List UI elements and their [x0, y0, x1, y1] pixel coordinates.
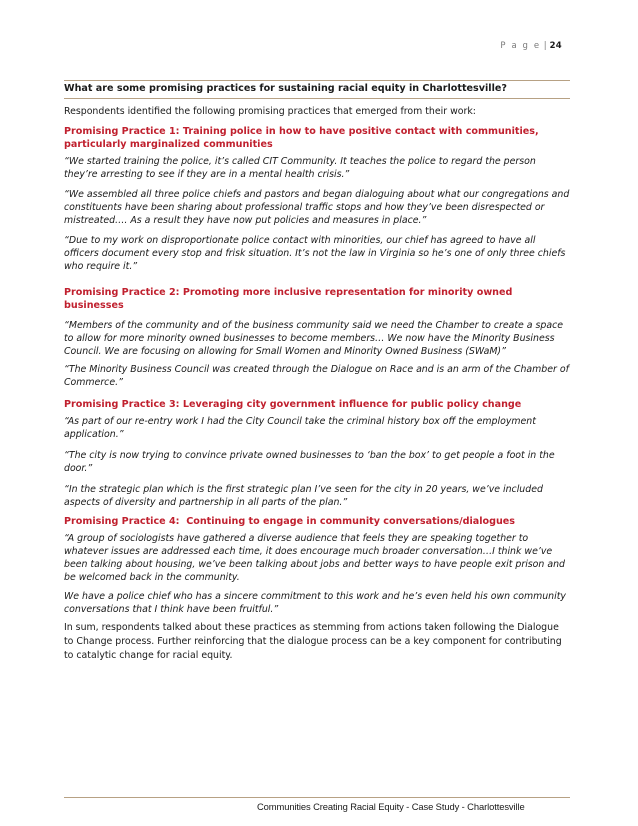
practice-3-quote-1: “As part of our re-entry work I had the City Council take the criminal history box off the employment application.” — [64, 416, 536, 440]
practice-4-quote-2: We have a police chief who has a sincere commitment to this work and he’s even held his own community conversations that I think have been fruitful.” — [64, 591, 566, 615]
page-separator: | — [543, 41, 547, 51]
page-content — [64, 80, 570, 663]
page-number — [500, 41, 562, 51]
practice-heading-2: Promising Practice 2: Promoting more inclusive representation for minority owned businesses — [64, 287, 513, 311]
practice-2-quote-1: “Members of the community and of the business community said we need the Chamber to create a space to allow for more minority owned businesses to become members… We now have the Minority Business Council. We are focusing on allowing for Small Women and Minority Owned Business (SWaM)” — [64, 320, 564, 357]
practice-2-quote-2: “The Minority Business Council was created through the Dialogue on Race and is an arm of the Chamber of Commerce.” — [64, 364, 569, 388]
practice-heading-3: Promising Practice 3: Leveraging city government influence for public policy change — [64, 399, 522, 410]
practice-1-quote-1: “We started training the police, it’s called CIT Community. It teaches the police to regard the person they’re arresting to see if they are in a mental health crisis.” — [64, 156, 536, 180]
summary-text: In sum, respondents talked about these practices as stemming from actions taken following the Dialogue to Change process. Further reinforcing that the dialogue process can be a key component for contributing to catalytic change for racial equity. — [64, 622, 562, 661]
section-heading: What are some promising practices for sustaining racial equity in Charlottesville? — [64, 80, 570, 99]
practice-heading-4: Promising Practice 4: Continuing to engage in community conversations/dialogues — [64, 516, 516, 527]
intro-text: Respondents identified the following promising practices that emerged from their work: — [64, 106, 476, 117]
page-label: P a g e — [500, 41, 541, 51]
practice-4-quote-1: “A group of sociologists have gathered a diverse audience that feels they are speaking together to whatever issues are addressed each time, it does encourage much broader conversation…I think we’ve been talking about housing, we’ve been talking about jobs and better ways to have people exit prison and be welcomed back in the community. — [64, 533, 565, 583]
practice-heading-1: Promising Practice 1: Training police in how to have positive contact with communities, particularly marginalized communities — [64, 126, 539, 150]
page-number-value: 24 — [549, 41, 562, 51]
practice-3-quote-2: “The city is now trying to convince private owned businesses to ‘ban the box’ to get people a foot in the door.” — [64, 450, 555, 474]
practice-1-quote-3: “Due to my work on disproportionate police contact with minorities, our chief has agreed to have all officers document every stop and frisk situation. It’s not the law in Virginia so he’s one of only three chiefs who require it.” — [64, 235, 566, 272]
practice-1-quote-2: “We assembled all three police chiefs and pastors and began dialoguing about what our congregations and constituents have been sharing about professional traffic stops and how they’ve been disrespected or mistreated…. As a result they have now put policies and measures in place.” — [64, 189, 570, 226]
footer-rule — [64, 797, 570, 798]
practice-3-quote-3: “In the strategic plan which is the first strategic plan I’ve seen for the city in 20 years, we’ve included aspects of diversity and partnership in all parts of the plan.” — [64, 484, 543, 508]
footer-text: Communities Creating Racial Equity - Case Study - Charlottesville — [257, 801, 525, 812]
